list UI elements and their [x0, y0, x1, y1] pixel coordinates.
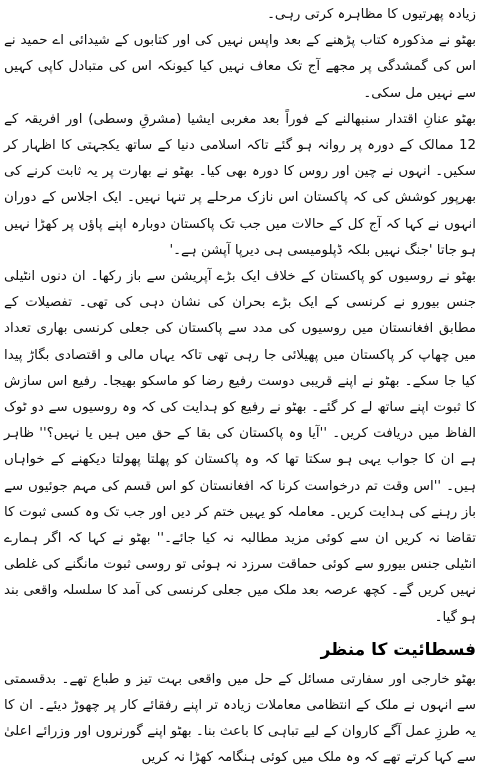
book-page: [4, 2, 476, 768]
paragraph-5: بھٹو خارجی اور سفارتی مسائل کے حل میں واقعی بہت تیز و طباع تھے۔ بدقسمتی سے انہوں نے ملک کے انتظامی معاملات زیادہ تر اپنے رفقائے کار پر چھوڑ دیئے۔ ان کا یہ طرزِ عمل آگے کاروان کے لیے تباہی کا باعث بنا۔ بھٹو اپنے گورنروں اور وزرائے اعلیٰ سے کہا کرتے تھے کہ وہ ملک میں کوئی ہنگامہ کھڑا نہ کریں: [4, 671, 476, 766]
paragraph-3: بھٹو عنانِ اقتدار سنبھالنے کے فوراً بعد مغربی ایشیا (مشرقِ وسطی) اور افریقہ کے 12 ممالک کے دورہ پر روانہ ہو گئے تاکہ اسلامی دنیا کے ساتھ یکجہتی کا اظہار کر سکیں۔ انہوں نے چین اور روس کا دورہ بھی کیا۔ بھٹو نے بھارت پر یہ ثابت کرنے کی بھرپور کوشش کی کہ پاکستان اس نازک مرحلے پر تنہا نہیں۔ ایک اجلاس کے دوران انہوں نے کہا کہ آج کل کے حالات میں جب تک پاکستان دوبارہ اپنے پاؤں پر کھڑا نہیں ہو جاتا 'جنگ نہیں بلکہ ڈپلومیسی ہی دیرپا آپشن ہے۔': [4, 111, 476, 258]
paragraph-1: زیادہ پھرتیوں کا مظاہرہ کرتی رہی۔: [267, 7, 476, 22]
paragraph-4: بھٹو نے روسیوں کو پاکستان کے خلاف ایک بڑے آپریشن سے باز رکھا۔ ان دنوں انٹیلی جنس بیورو نے کرنسی کے ایک بڑے بحران کی نشان دہی کی تھی۔ تفصیلات کے مطابق افغانستان میں روسیوں کی مدد سے پاکستان کی جعلی کرنسی بھاری تعداد میں چھاپ کر پاکستان میں پھیلائی جا رہی تھی تاکہ یہاں مالی و اقتصادی بگاڑ پیدا کیا جا سکے۔ بھٹو نے اپنے قریبی دوست رفیع رضا کو ماسکو بھیجا۔ رفیع اس سازش کا ثبوت اپنے ساتھ لے کر گئے۔ بھٹو نے رفیع کو ہدایت کی کہ وہ روسیوں سے دو ٹوک الفاظ میں دریافت کریں۔ ''آیا وہ پاکستان کی بقا کے حق میں ہیں یا نہیں؟'' ظاہر ہے ان کا جواب یہی ہو سکتا تھا کہ وہ پاکستان کو پھلتا پھولتا دیکھنے کے خواہاں ہیں۔ ''اس وقت تم درخواست کرنا کہ افغانستان کو اس قسم کی مہم جوئیوں سے باز رہنے کی ہدایت کریں۔ معاملہ کو یہیں ختم کر دیں اور جب تک وہ کسی ثبوت کا تقاضا نہ کریں ان سے کوئی مزید مطالبہ نہ کیا جائے۔'' بھٹو نے کہا کہ اگر ہمارے انٹیلی جنس بیورو سے کوئی حماقت سرزد نہ ہوئی تو روسی ثبوت مانگنے کی غلطی نہیں کریں گے۔ کچھ عرصہ بعد ملک میں جعلی کرنسی کی آمد کا سلسلہ واقعی بند ہو گیا۔: [4, 269, 476, 625]
paragraph-2: بھٹو نے مذکورہ کتاب پڑھنے کے بعد واپس نہیں کی اور کتابوں کے شیدائی اے حمید نے اس کی گمشدگی پر مجھے آج تک معاف نہیں کیا کیونکہ اس کی متبادل کاپی کہیں سے نہیں مل سکی۔: [4, 33, 476, 101]
section-heading: فسطائیت کا منظر: [320, 639, 476, 660]
